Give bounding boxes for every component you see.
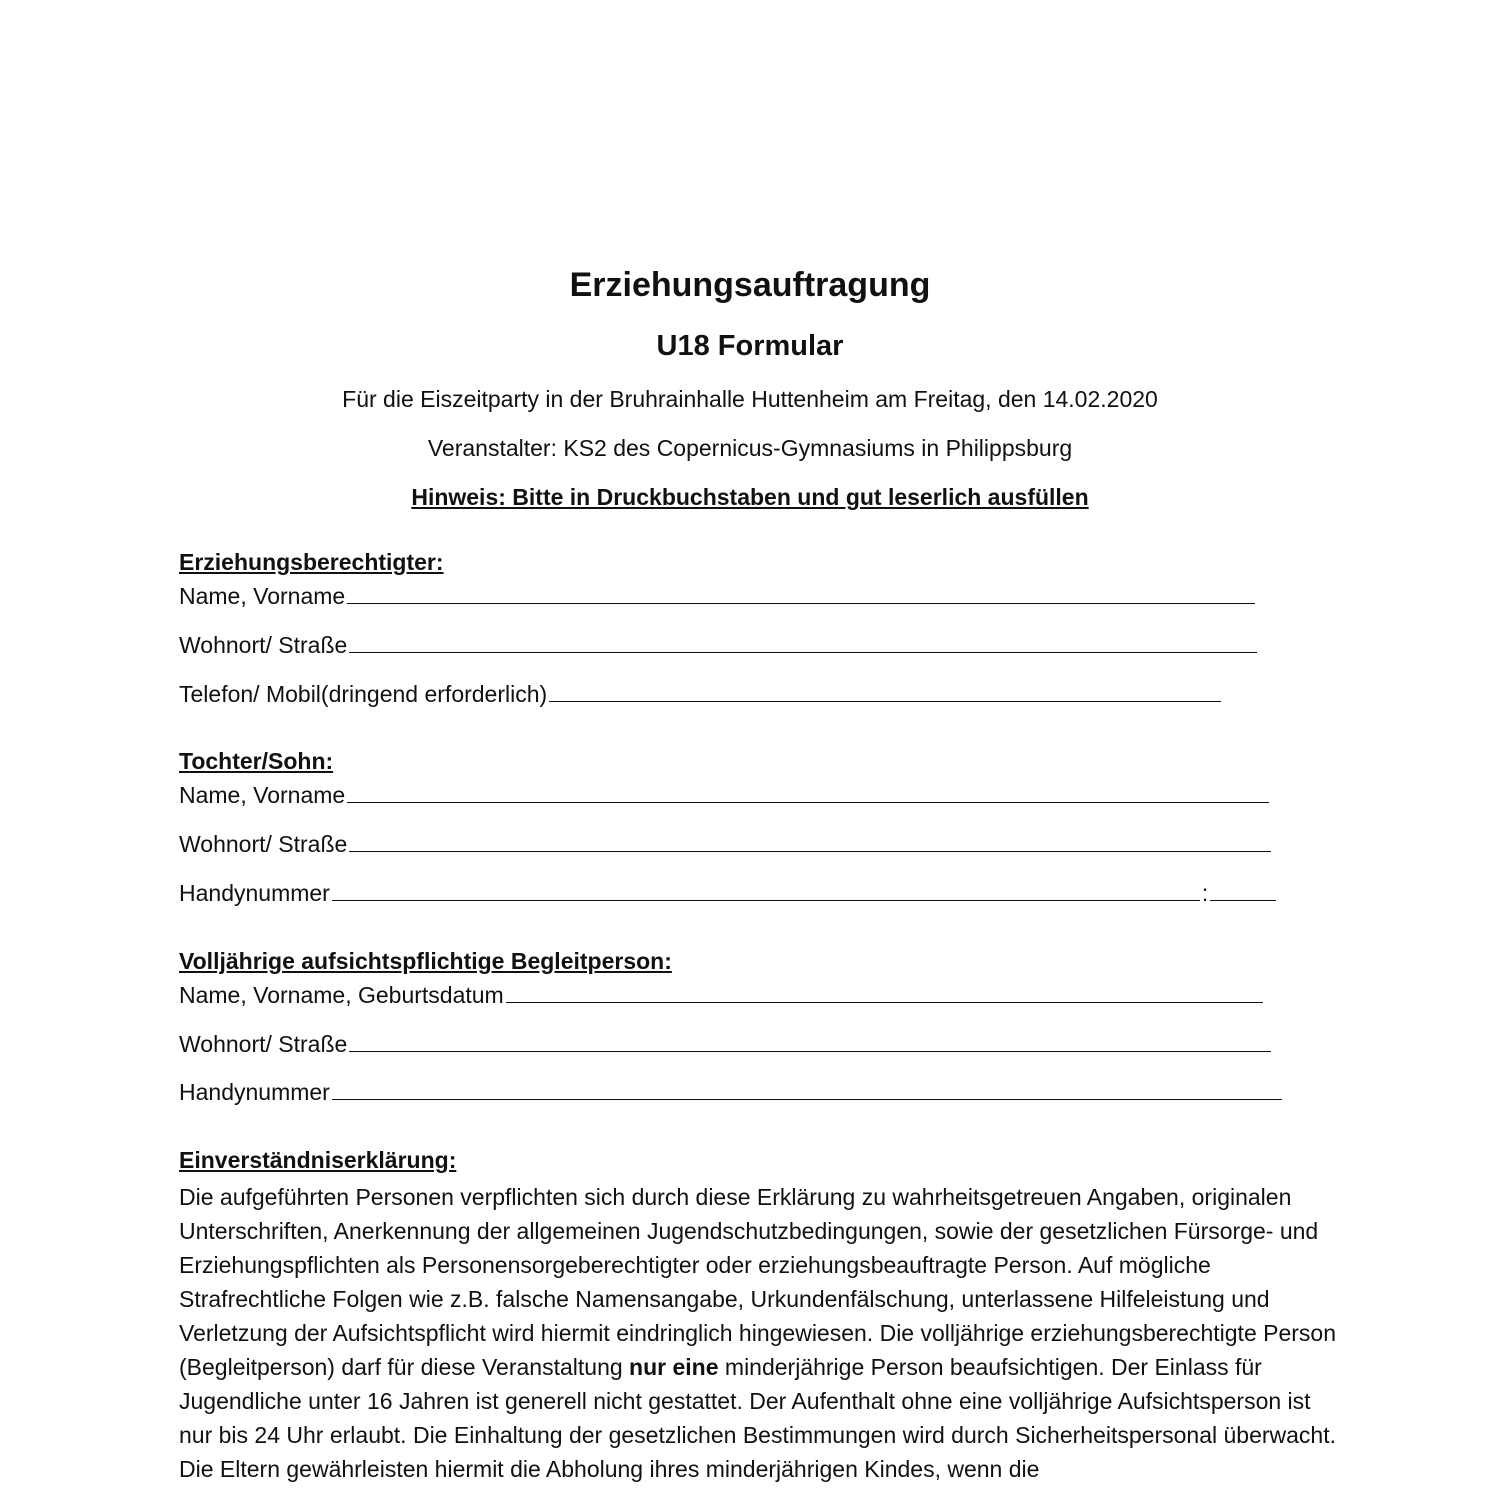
- child-address-label: Wohnort/ Straße: [179, 831, 348, 857]
- companion-phone-line[interactable]: [332, 1098, 1282, 1100]
- document-title: Erziehungsauftragung: [569, 266, 931, 304]
- guardian-phone-line[interactable]: [549, 700, 1221, 702]
- consent-text-emphasis: nur eine: [629, 1354, 719, 1380]
- guardian-address-label: Wohnort/ Straße: [179, 632, 348, 658]
- fill-in-notice: Hinweis: Bitte in Druckbuchstaben und gut leserlich ausfüllen: [411, 484, 1089, 510]
- companion-phone-field[interactable]: [179, 1079, 1282, 1106]
- guardian-name-line[interactable]: [347, 602, 1255, 604]
- guardian-address-field[interactable]: [179, 632, 1257, 659]
- companion-address-line[interactable]: [349, 1050, 1271, 1052]
- companion-phone-label: Handynummer: [179, 1079, 330, 1105]
- guardian-name-label: Name, Vorname: [179, 583, 346, 609]
- consent-heading: Einverständniserklärung:: [179, 1147, 457, 1173]
- child-phone-field[interactable]: [179, 880, 1276, 907]
- child-phone-line[interactable]: [332, 899, 1200, 901]
- guardian-address-line[interactable]: [349, 651, 1257, 653]
- child-name-line[interactable]: [347, 801, 1269, 803]
- consent-text-part-2: minderjährige Person beaufsichtigen. Der Einlass für Jugendliche unter 16 Jahren ist generell nicht gestattet. Der Aufenthalt ohne eine volljährige Aufsichtsperson ist nur bis 24 Uhr erlaubt. Die Einhaltung der gesetzlichen Bestimmungen wird durch Sicherheitspersonal überwacht. Die Eltern gewährleisten hiermit die Abholung ihres minderjährigen Kindes, wenn die: [179, 1354, 1337, 1482]
- guardian-phone-field[interactable]: [179, 681, 1221, 708]
- companion-address-label: Wohnort/ Straße: [179, 1031, 348, 1057]
- companion-name-field[interactable]: [179, 982, 1263, 1009]
- child-name-label: Name, Vorname: [179, 782, 346, 808]
- consent-paragraph: [179, 1180, 1339, 1486]
- organizer-line: Veranstalter: KS2 des Copernicus-Gymnasiums in Philippsburg: [427, 435, 1073, 461]
- child-phone-separator: :: [1201, 880, 1209, 906]
- companion-heading: Volljährige aufsichtspflichtige Begleitperson:: [179, 948, 672, 974]
- child-address-line[interactable]: [349, 850, 1271, 852]
- child-name-field[interactable]: [179, 782, 1269, 809]
- guardian-phone-label: Telefon/ Mobil(dringend erforderlich): [179, 681, 548, 707]
- companion-name-label: Name, Vorname, Geburtsdatum: [179, 982, 504, 1008]
- guardian-name-field[interactable]: [179, 583, 1255, 610]
- child-phone-extra-line[interactable]: [1210, 899, 1276, 901]
- consent-text-part-1: Die aufgeführten Personen verpflichten sich durch diese Erklärung zu wahrheitsgetreuen Angaben, originalen Unterschriften, Anerkennung der allgemeinen Jugendschutzbedingungen, sowie der gesetzlichen Fürsorge- und Erziehungspflichten als Personensorgeberechtigter oder erziehungsbeauftragte Person. Auf mögliche Strafrechtliche Folgen wie z.B. falsche Namensangabe, Urkundenfälschung, unterlassene Hilfeleistung und Verletzung der Aufsichtspflicht wird hiermit eindringlich hingewiesen. Die volljährige erziehungsberechtigte Person (Begleitperson) darf für diese Veranstaltung: [179, 1184, 1337, 1380]
- companion-name-line[interactable]: [506, 1001, 1263, 1003]
- document-subtitle: U18 Formular: [656, 330, 844, 362]
- child-phone-label: Handynummer: [179, 880, 330, 906]
- companion-address-field[interactable]: [179, 1031, 1271, 1058]
- guardian-heading: Erziehungsberechtigter:: [179, 549, 444, 575]
- event-line: Für die Eiszeitparty in der Bruhrainhalle Huttenheim am Freitag, den 14.02.2020: [342, 386, 1158, 412]
- child-heading: Tochter/Sohn:: [179, 748, 334, 774]
- child-address-field[interactable]: [179, 831, 1271, 858]
